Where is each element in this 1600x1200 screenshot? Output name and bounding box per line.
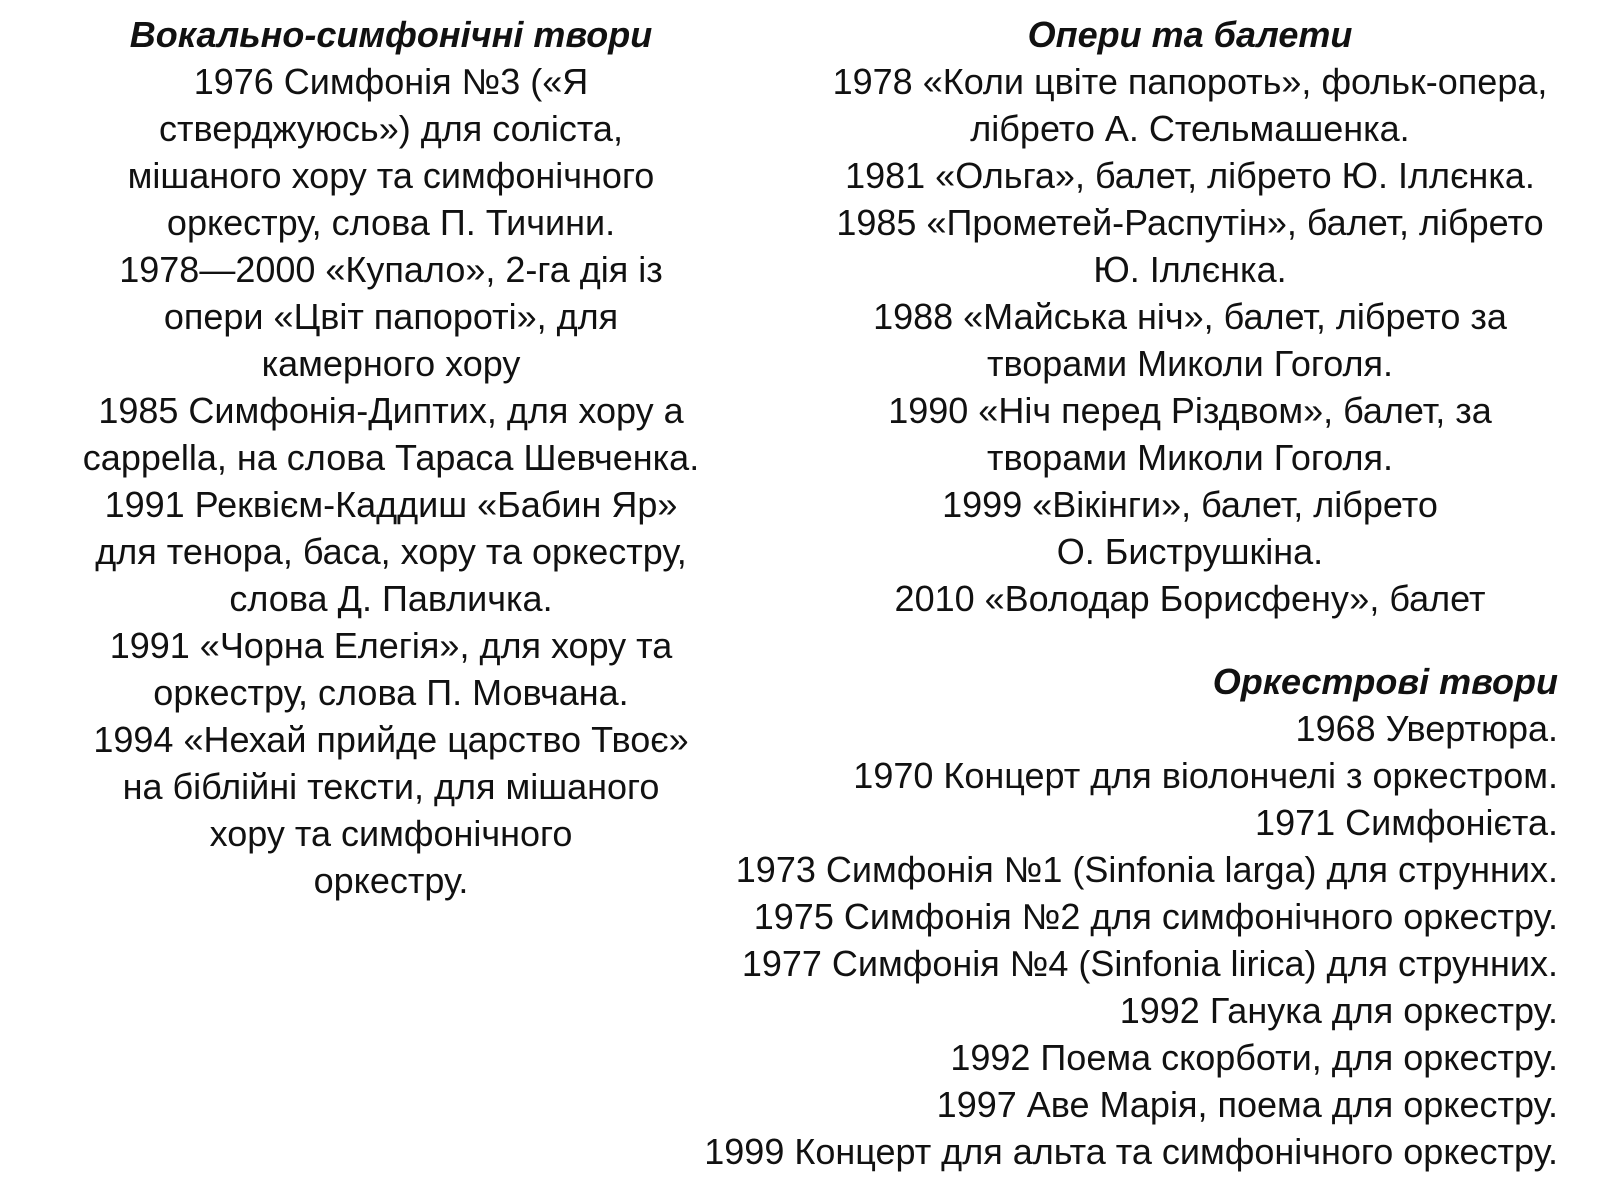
section-heading: Опери та балети (1027, 14, 1353, 55)
list-item: 1975 Симфонія №2 для симфонічного оркестру. (753, 896, 1558, 937)
list-item: 1992 Поема скорботи, для оркестру. (950, 1037, 1558, 1078)
list-item: 1990 «Ніч перед Різдвом», балет, за (888, 390, 1492, 431)
section-heading: Вокально-симфонічні твори (129, 14, 653, 55)
list-item: творами Миколи Гоголя. (987, 343, 1393, 384)
list-item: 1968 Увертюра. (1295, 708, 1558, 749)
list-item: 1985 Симфонія-Диптих, для хору a (98, 390, 684, 431)
list-item: оркестру, слова П. Мовчана. (153, 672, 629, 713)
list-item: 1991 «Чорна Елегія», для хору та (109, 625, 673, 666)
list-item: 1970 Концерт для віолончелі з оркестром. (853, 755, 1558, 796)
list-item: 1999 Концерт для альта та симфонічного оркестру. (704, 1131, 1558, 1172)
list-item: на біблійні тексти, для мішаного (122, 766, 660, 807)
list-item: стверджуюсь») для соліста, (159, 108, 623, 149)
list-item: 1997 Аве Марія, поема для оркестру. (936, 1084, 1558, 1125)
list-item: хору та симфонічного (209, 813, 573, 854)
list-item: творами Миколи Гоголя. (987, 437, 1393, 478)
list-item: 1994 «Нехай прийде царство Твоє» (93, 719, 689, 760)
section-heading: Оркестрові твори (1212, 661, 1558, 702)
list-item: 1985 «Прометей-Распутін», балет, лібрето (836, 202, 1544, 243)
list-item: опери «Цвіт папороті», для (163, 296, 619, 337)
list-item: 1973 Симфонія №1 (Sinfonia larga) для струнних. (735, 849, 1558, 890)
list-item: Ю. Іллєнка. (1093, 249, 1287, 290)
list-item: мішаного хору та симфонічного (127, 155, 655, 196)
list-item: 1981 «Ольга», балет, лібрето Ю. Іллєнка. (845, 155, 1535, 196)
list-item: 1978—2000 «Купало», 2-га дія із (119, 249, 663, 290)
list-item: 1977 Симфонія №4 (Sinfonia lirica) для струнних. (741, 943, 1558, 984)
list-item: лібрето А. Стельмашенка. (970, 108, 1410, 149)
list-item: 1991 Реквієм-Каддиш «Бабин Яр» (104, 484, 678, 525)
list-item: cappella, на слова Тараса Шевченка. (82, 437, 700, 478)
list-item: слова Д. Павличка. (229, 578, 553, 619)
list-item: 1978 «Коли цвіте папороть», фольк-опера, (832, 61, 1548, 102)
list-item: 1971 Симфонієта. (1255, 802, 1558, 843)
list-item: оркестру. (313, 860, 469, 901)
list-item: 1988 «Майська ніч», балет, лібрето за (873, 296, 1507, 337)
list-item: для тенора, баса, хору та оркестру, (95, 531, 687, 572)
list-item: 1976 Симфонія №3 («Я (193, 61, 589, 102)
list-item: 2010 «Володар Борисфену», балет (894, 578, 1486, 619)
list-item: 1999 «Вікінги», балет, лібрето (942, 484, 1438, 525)
list-item: оркестру, слова П. Тичини. (166, 202, 616, 243)
list-item: 1992 Ганука для оркестру. (1119, 990, 1558, 1031)
list-item: О. Биструшкіна. (1056, 531, 1324, 572)
list-item: камерного хору (261, 343, 521, 384)
